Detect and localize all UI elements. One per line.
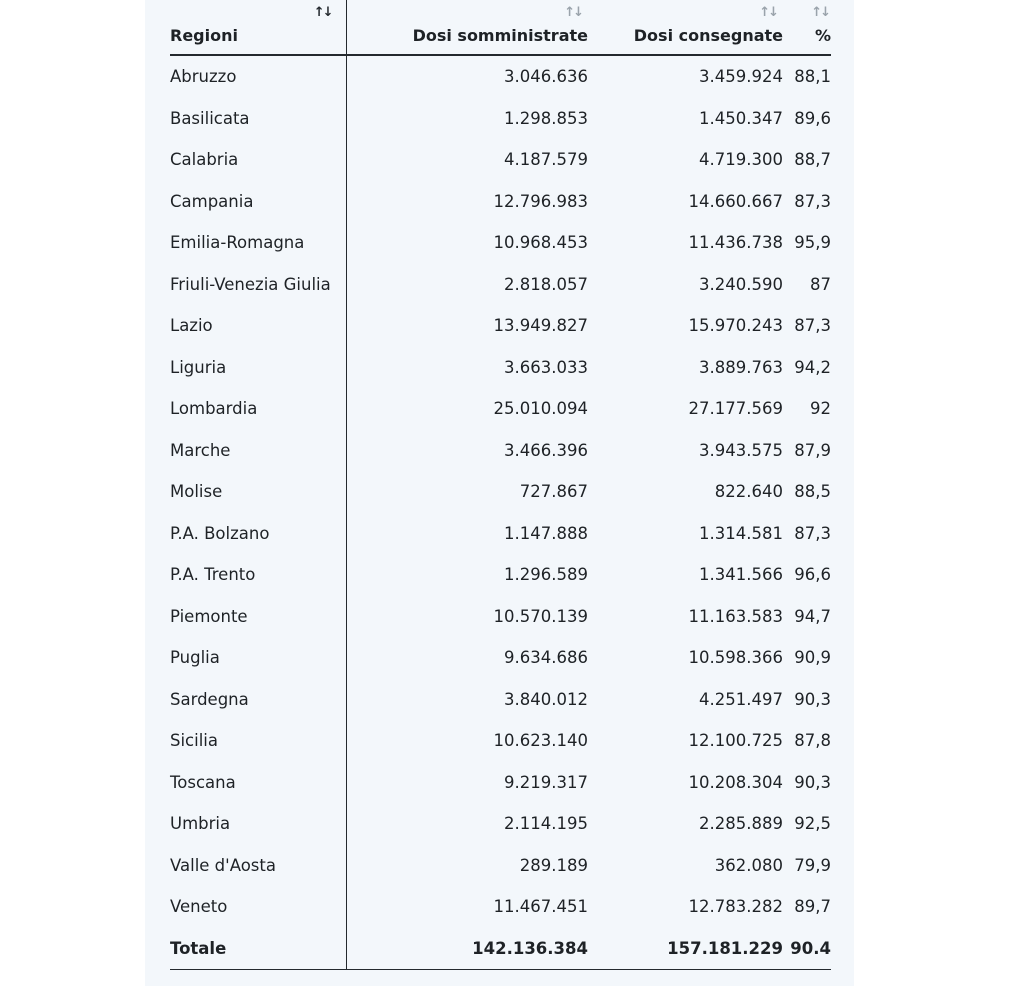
delivered-doses-cell: 822.640 [714, 482, 783, 502]
percent-cell: 87,8 [794, 731, 831, 751]
table-row [170, 181, 831, 223]
administered-doses-cell: 9.219.317 [504, 772, 588, 792]
table-row [170, 347, 831, 389]
table-row [170, 471, 831, 513]
percent-cell: 87,3 [794, 191, 831, 211]
percent-cell: 87,9 [794, 440, 831, 460]
region-cell: Lombardia [170, 388, 346, 430]
table-total-row [170, 928, 831, 970]
administered-doses-cell: 12.796.983 [493, 191, 588, 211]
administered-doses-cell: 142.136.384 [346, 928, 588, 970]
percent-cell: 90.4 [783, 928, 831, 970]
delivered-doses-cell: 2.285.889 [699, 814, 783, 834]
administered-doses-cell: 13.949.827 [493, 316, 588, 336]
administered-doses-cell: 10.968.453 [493, 233, 588, 253]
delivered-doses-cell: 3.240.590 [699, 274, 783, 294]
delivered-doses-cell: 4.251.497 [699, 689, 783, 709]
column-header-regioni[interactable] [170, 0, 346, 55]
region-cell: Umbria [170, 803, 346, 845]
delivered-doses-cell: 4.719.300 [699, 150, 783, 170]
delivered-doses-cell: 10.598.366 [688, 648, 783, 668]
delivered-doses-cell: 3.943.575 [699, 440, 783, 460]
region-cell: Basilicata [170, 98, 346, 140]
delivered-doses-cell: 1.450.347 [699, 108, 783, 128]
region-cell: P.A. Bolzano [170, 513, 346, 555]
table-row [170, 430, 831, 472]
region-cell: Campania [170, 181, 346, 223]
percent-cell: 96,6 [794, 565, 831, 585]
administered-doses-cell: 4.187.579 [504, 150, 588, 170]
column-header-dosi-consegnate[interactable] [588, 0, 783, 55]
table-row [170, 139, 831, 181]
table-row [170, 803, 831, 845]
table-header-row [170, 0, 831, 55]
region-cell: Lazio [170, 305, 346, 347]
column-header-percent[interactable] [783, 0, 831, 55]
sort-arrows-icon[interactable]: ↑↓ [564, 5, 582, 20]
table-row [170, 98, 831, 140]
administered-doses-cell: 1.298.853 [504, 108, 588, 128]
region-cell: Friuli-Venezia Giulia [170, 264, 346, 306]
delivered-doses-cell: 1.314.581 [699, 523, 783, 543]
administered-doses-cell: 2.818.057 [504, 274, 588, 294]
table-row [170, 845, 831, 887]
region-cell: Molise [170, 471, 346, 513]
region-cell: Emilia-Romagna [170, 222, 346, 264]
sort-arrows-icon[interactable]: ↑↓ [313, 5, 332, 20]
region-cell: Veneto [170, 886, 346, 928]
percent-cell: 87,3 [794, 316, 831, 336]
sort-arrows-icon[interactable]: ↑↓ [811, 5, 829, 20]
percent-cell: 94,7 [794, 606, 831, 626]
table-row [170, 305, 831, 347]
percent-cell: 92 [810, 399, 831, 419]
table-row [170, 388, 831, 430]
administered-doses-cell: 2.114.195 [504, 814, 588, 834]
region-cell: Abruzzo [170, 55, 346, 98]
percent-cell: 90,3 [794, 689, 831, 709]
region-cell: Piemonte [170, 596, 346, 638]
region-cell: Calabria [170, 139, 346, 181]
region-cell: Sardegna [170, 679, 346, 721]
vaccine-doses-table [170, 0, 831, 970]
administered-doses-cell: 3.840.012 [504, 689, 588, 709]
delivered-doses-cell: 11.436.738 [688, 233, 783, 253]
column-header-label: Dosi somministrate [412, 26, 588, 45]
percent-cell: 88,5 [794, 482, 831, 502]
region-cell: Sicilia [170, 720, 346, 762]
delivered-doses-cell: 12.100.725 [688, 731, 783, 751]
administered-doses-cell: 3.046.636 [504, 67, 588, 87]
percent-cell: 92,5 [794, 814, 831, 834]
administered-doses-cell: 727.867 [519, 482, 588, 502]
administered-doses-cell: 25.010.094 [493, 399, 588, 419]
table-row [170, 264, 831, 306]
administered-doses-cell: 11.467.451 [493, 897, 588, 917]
delivered-doses-cell: 11.163.583 [688, 606, 783, 626]
administered-doses-cell: 1.147.888 [504, 523, 588, 543]
region-cell: Puglia [170, 637, 346, 679]
administered-doses-cell: 9.634.686 [504, 648, 588, 668]
percent-cell: 87,3 [794, 523, 831, 543]
column-header-label: % [814, 26, 831, 45]
administered-doses-cell: 3.466.396 [504, 440, 588, 460]
percent-cell: 90,3 [794, 772, 831, 792]
percent-cell: 95,9 [794, 233, 831, 253]
table-row [170, 596, 831, 638]
sort-arrows-icon[interactable]: ↑↓ [759, 5, 777, 20]
delivered-doses-cell: 1.341.566 [699, 565, 783, 585]
percent-cell: 89,6 [794, 108, 831, 128]
delivered-doses-cell: 27.177.569 [688, 399, 783, 419]
delivered-doses-cell: 12.783.282 [688, 897, 783, 917]
administered-doses-cell: 1.296.589 [504, 565, 588, 585]
delivered-doses-cell: 10.208.304 [688, 772, 783, 792]
percent-cell: 88,1 [794, 67, 831, 87]
table-row [170, 55, 831, 98]
table-row [170, 513, 831, 555]
percent-cell: 88,7 [794, 150, 831, 170]
percent-cell: 79,9 [794, 855, 831, 875]
region-cell: Marche [170, 430, 346, 472]
administered-doses-cell: 289.189 [519, 855, 588, 875]
column-header-label: Dosi consegnate [633, 26, 783, 45]
column-header-label: Regioni [170, 26, 238, 45]
region-cell: P.A. Trento [170, 554, 346, 596]
table-row [170, 679, 831, 721]
delivered-doses-cell: 3.889.763 [699, 357, 783, 377]
table-row [170, 762, 831, 804]
administered-doses-cell: 10.570.139 [493, 606, 588, 626]
table-panel [145, 0, 854, 986]
administered-doses-cell: 10.623.140 [493, 731, 588, 751]
delivered-doses-cell: 362.080 [714, 855, 783, 875]
region-cell: Valle d'Aosta [170, 845, 346, 887]
table-row [170, 222, 831, 264]
column-header-dosi-somministrate[interactable] [346, 0, 588, 55]
table-row [170, 720, 831, 762]
percent-cell: 89,7 [794, 897, 831, 917]
region-cell: Liguria [170, 347, 346, 389]
percent-cell: 94,2 [794, 357, 831, 377]
table-body [170, 55, 831, 970]
percent-cell: 87 [810, 274, 831, 294]
region-cell: Toscana [170, 762, 346, 804]
percent-cell: 90,9 [794, 648, 831, 668]
administered-doses-cell: 3.663.033 [504, 357, 588, 377]
table-row [170, 886, 831, 928]
delivered-doses-cell: 157.181.229 [588, 928, 783, 970]
table-row [170, 637, 831, 679]
delivered-doses-cell: 3.459.924 [699, 67, 783, 87]
delivered-doses-cell: 15.970.243 [688, 316, 783, 336]
region-cell: Totale [170, 928, 346, 970]
table-row [170, 554, 831, 596]
delivered-doses-cell: 14.660.667 [688, 191, 783, 211]
